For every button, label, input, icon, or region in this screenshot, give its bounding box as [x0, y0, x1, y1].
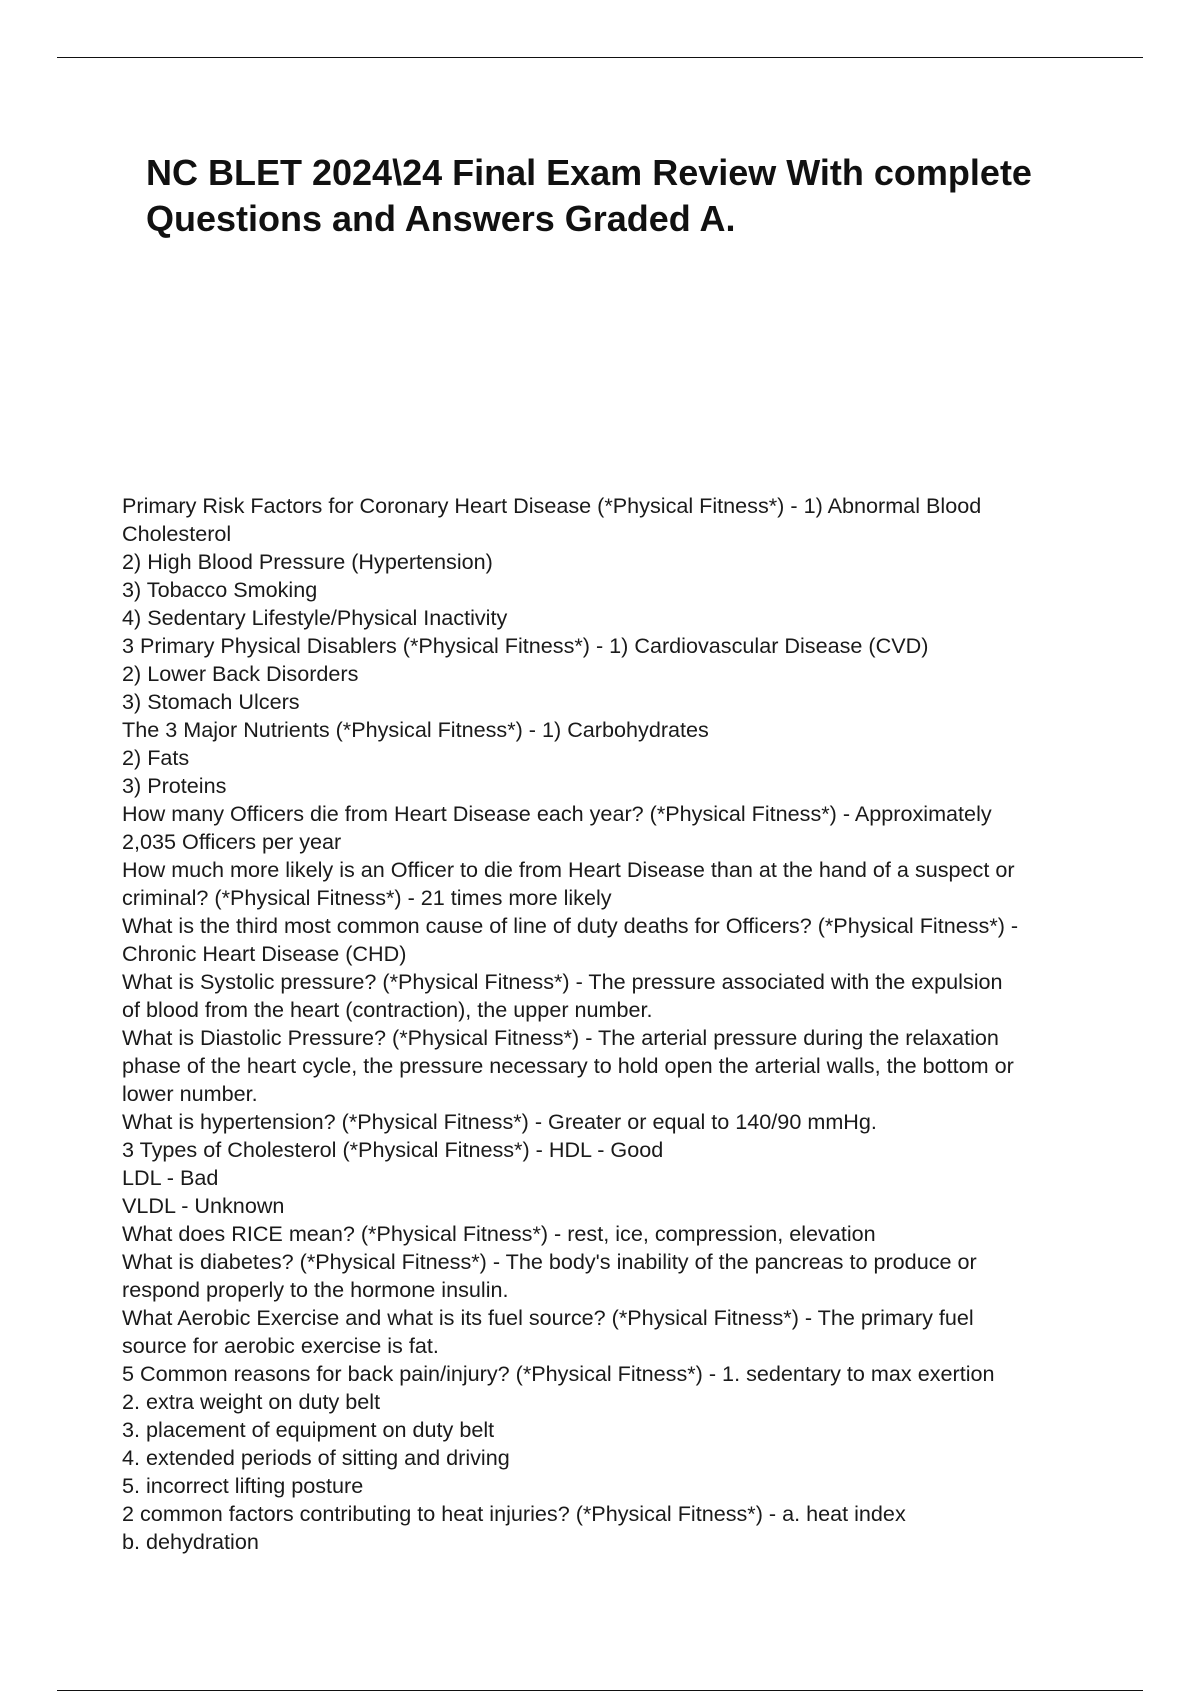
text-line: of blood from the heart (contraction), the upper number. [122, 997, 653, 1022]
text-line: What is Diastolic Pressure? (*Physical Fitness*) - The arterial pressure during the relaxation [122, 1025, 999, 1050]
text-line: What is hypertension? (*Physical Fitness*) - Greater or equal to 140/90 mmHg. [122, 1109, 877, 1134]
title-line-2: Questions and Answers Graded A. [146, 198, 736, 239]
bottom-rule [57, 1690, 1143, 1691]
text-line: How many Officers die from Heart Disease each year? (*Physical Fitness*) - Approximately [122, 801, 992, 826]
text-line: 3. placement of equipment on duty belt [122, 1417, 495, 1442]
text-line: What is Systolic pressure? (*Physical Fitness*) - The pressure associated with the expulsion [122, 969, 1003, 994]
text-line: 5. incorrect lifting posture [122, 1473, 364, 1498]
text-line: 2 common factors contributing to heat injuries? (*Physical Fitness*) - a. heat index [122, 1501, 906, 1526]
text-line: respond properly to the hormone insulin. [122, 1277, 509, 1302]
text-line: 5 Common reasons for back pain/injury? (*Physical Fitness*) - 1. sedentary to max exertion [122, 1361, 995, 1386]
text-line: criminal? (*Physical Fitness*) - 21 times more likely [122, 885, 612, 910]
text-line: VLDL - Unknown [122, 1193, 285, 1218]
text-line: The 3 Major Nutrients (*Physical Fitness*) - 1) Carbohydrates [122, 717, 709, 742]
text-line: phase of the heart cycle, the pressure necessary to hold open the arterial walls, the bottom or [122, 1053, 1014, 1078]
text-line: 2) High Blood Pressure (Hypertension) [122, 549, 493, 574]
text-line: lower number. [122, 1081, 258, 1106]
title-line-1: NC BLET 2024\24 Final Exam Review With complete [146, 152, 1032, 193]
question-answer-list [122, 492, 1132, 1556]
text-line: b. dehydration [122, 1529, 259, 1554]
text-line: 3) Proteins [122, 773, 227, 798]
text-line: What is diabetes? (*Physical Fitness*) - The body's inability of the pancreas to produce or [122, 1249, 977, 1274]
text-line: What does RICE mean? (*Physical Fitness*) - rest, ice, compression, elevation [122, 1221, 876, 1246]
text-line: 3) Stomach Ulcers [122, 689, 300, 714]
text-line: What Aerobic Exercise and what is its fuel source? (*Physical Fitness*) - The primary fuel [122, 1305, 974, 1330]
text-line: 3 Primary Physical Disablers (*Physical Fitness*) - 1) Cardiovascular Disease (CVD) [122, 633, 929, 658]
text-line: 3) Tobacco Smoking [122, 577, 318, 602]
text-line: 2,035 Officers per year [122, 829, 342, 854]
text-line: 2) Lower Back Disorders [122, 661, 359, 686]
top-rule [57, 57, 1143, 58]
text-line: Primary Risk Factors for Coronary Heart Disease (*Physical Fitness*) - 1) Abnormal Blood [122, 493, 982, 518]
text-line: LDL - Bad [122, 1165, 219, 1190]
text-line: source for aerobic exercise is fat. [122, 1333, 439, 1358]
text-line: 2) Fats [122, 745, 190, 770]
text-line: How much more likely is an Officer to die from Heart Disease than at the hand of a suspect or [122, 857, 1015, 882]
text-line: 3 Types of Cholesterol (*Physical Fitness*) - HDL - Good [122, 1137, 664, 1162]
text-line: 4. extended periods of sitting and driving [122, 1445, 510, 1470]
text-line: Chronic Heart Disease (CHD) [122, 941, 407, 966]
text-line: What is the third most common cause of line of duty deaths for Officers? (*Physical Fitness*) - [122, 913, 1019, 938]
text-line: 4) Sedentary Lifestyle/Physical Inactivity [122, 605, 508, 630]
document-title [146, 150, 1146, 242]
text-line: Cholesterol [122, 521, 232, 546]
text-line: 2. extra weight on duty belt [122, 1389, 381, 1414]
